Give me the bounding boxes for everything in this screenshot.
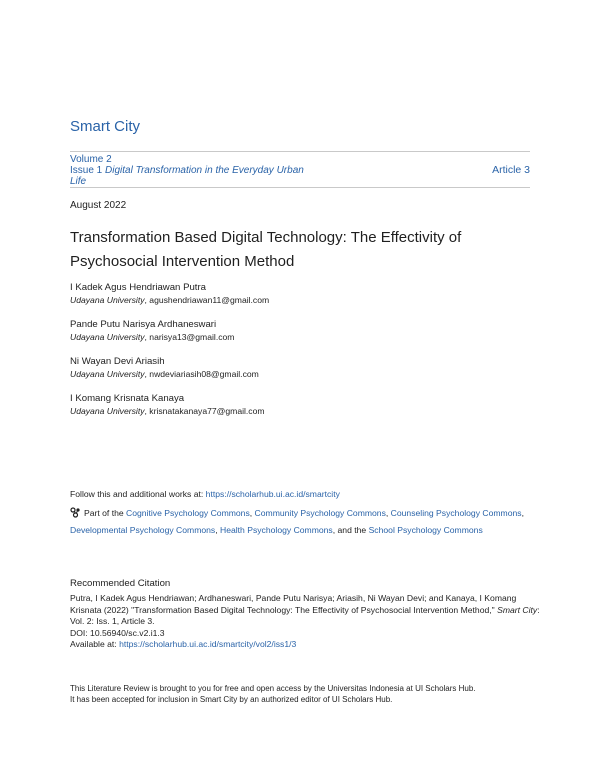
affiliation-name: Udayana University: [70, 369, 145, 379]
commons-link-cognitive[interactable]: Cognitive Psychology Commons: [126, 508, 250, 518]
author-name: Ni Wayan Devi Ariasih: [70, 356, 165, 367]
separator: ,: [215, 525, 220, 535]
author-entry: [70, 281, 530, 318]
and-the-text: , and the: [332, 525, 369, 535]
author-name: Pande Putu Narisya Ardhaneswari: [70, 319, 217, 330]
article-number-link[interactable]: Article 3: [492, 164, 530, 176]
volume-issue-block: [70, 154, 320, 187]
citation-tail: : Vol. 2: Iss. 1, Article 3.: [70, 604, 540, 627]
citation-text: [70, 593, 540, 628]
repository-link[interactable]: https://scholarhub.ui.ac.id/smartcity: [205, 489, 340, 499]
commons-link-school[interactable]: School Psychology Commons: [368, 525, 483, 535]
author-affiliation: [70, 331, 530, 344]
author-name: I Komang Krisnata Kanaya: [70, 393, 185, 404]
commons-link-community[interactable]: Community Psychology Commons: [254, 508, 386, 518]
citation-available: [70, 639, 540, 651]
affiliation-name: Udayana University: [70, 295, 145, 305]
publication-date: August 2022: [70, 200, 127, 211]
commons-link-health[interactable]: Health Psychology Commons: [220, 525, 333, 535]
author-email: , krisnatakanaya77@gmail.com: [144, 406, 265, 416]
network-commons-icon: [70, 507, 81, 518]
separator: ,: [249, 508, 255, 518]
paper-title: Transformation Based Digital Technology: The Effectivity of Psychosocial Intervention Method: [70, 229, 462, 270]
author-entry: [70, 355, 530, 392]
author-affiliation: [70, 368, 530, 381]
separator: ,: [385, 508, 391, 518]
author-email: , nwdeviariasih08@gmail.com: [144, 369, 259, 379]
footer-line-2: It has been accepted for inclusion in Smart City by an authorized editor of UI Scholars Hub.: [70, 695, 393, 704]
article-url-link[interactable]: https://scholarhub.ui.ac.id/smartcity/vol2/iss1/3: [119, 639, 297, 650]
citation-body: [70, 593, 540, 651]
author-affiliation: [70, 294, 530, 307]
footer-line-1: This Literature Review is brought to you for free and open access by the Universitas Indonesia at UI Scholars Hub.: [70, 684, 476, 693]
citation-journal: Smart City: [497, 604, 538, 615]
affiliation-name: Udayana University: [70, 332, 145, 342]
author-name: I Kadek Agus Hendriawan Putra: [70, 282, 206, 293]
author-email: , agushendriawan11@gmail.com: [144, 295, 270, 305]
citation-main: Putra, I Kadek Agus Hendriawan; Ardhaneswari, Pande Putu Narisya; Ariasih, Ni Wayan Devi; and Kanaya, I Komang Krisnata (2022) "Transformation Based Digital Technology: The Effectivity of Psychosocial Intervention Method,": [70, 593, 517, 615]
issue-link[interactable]: Issue 1: [70, 165, 103, 176]
follow-text: Follow this and additional works at:: [70, 489, 206, 499]
bottom-divider: [70, 187, 530, 188]
separator: ,: [521, 508, 524, 518]
issue-title-link[interactable]: Digital Transformation in the Everyday Urban Life: [70, 165, 304, 187]
citation-heading: Recommended Citation: [70, 578, 171, 589]
affiliation-name: Udayana University: [70, 406, 145, 416]
top-divider: [70, 151, 530, 152]
available-label: Available at:: [70, 639, 120, 650]
access-footer: [70, 683, 540, 705]
volume-link[interactable]: Volume 2: [70, 154, 112, 165]
part-of-prefix: Part of the: [84, 508, 127, 518]
author-list: [70, 281, 530, 429]
part-of-commons: [70, 505, 540, 539]
author-affiliation: [70, 405, 530, 418]
author-entry: [70, 392, 530, 429]
citation-doi: DOI: 10.56940/sc.v2.i1.3: [70, 627, 165, 638]
commons-link-developmental[interactable]: Developmental Psychology Commons: [70, 525, 216, 535]
journal-title-link[interactable]: Smart City: [70, 118, 141, 135]
author-email: , narisya13@gmail.com: [144, 332, 235, 342]
author-entry: [70, 318, 530, 355]
commons-link-counseling[interactable]: Counseling Psychology Commons: [390, 508, 522, 518]
follow-line: [70, 488, 530, 500]
